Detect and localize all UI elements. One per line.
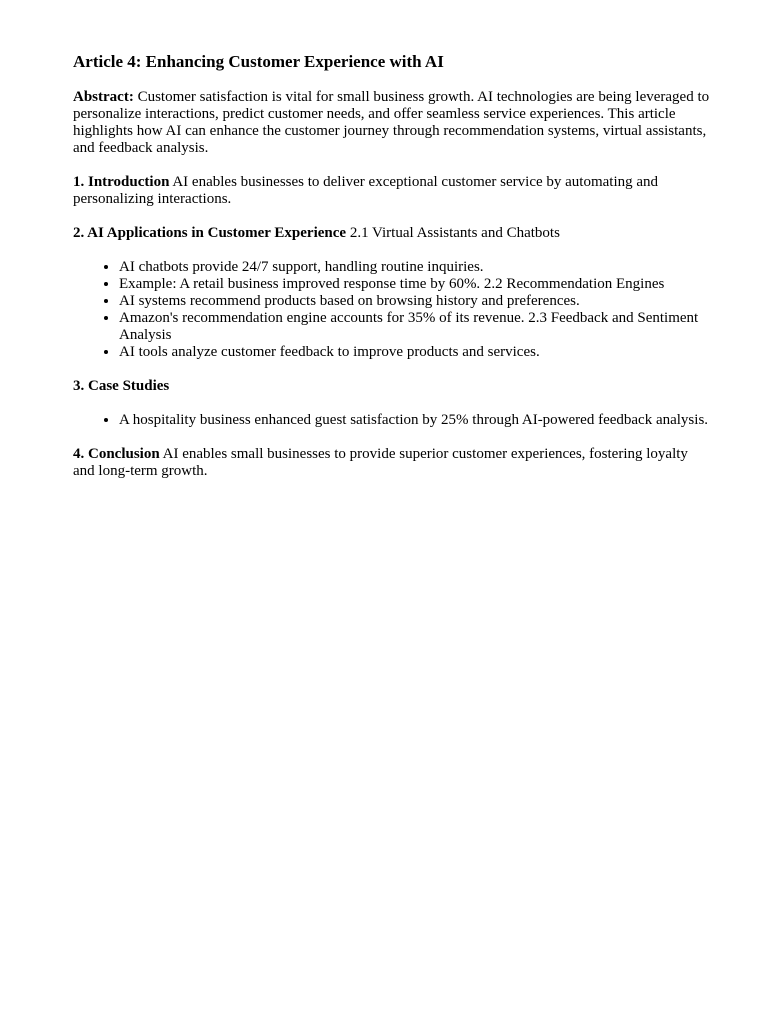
list-item: • Amazon's recommendation engine accounts for 35% of its revenue. 2.3 Feedback and Sentiment Analysis (119, 310, 712, 344)
applications-list (73, 259, 712, 361)
introduction-paragraph (73, 174, 712, 208)
applications-label: 2. AI Applications in Customer Experience (73, 225, 347, 241)
abstract-paragraph (73, 89, 712, 157)
conclusion-text: AI enables small businesses to provide superior customer experiences, fostering loyalty and long-term growth. (73, 446, 688, 479)
list-item: • AI tools analyze customer feedback to improve products and services. (119, 344, 712, 361)
list-item: • A hospitality business enhanced guest satisfaction by 25% through AI-powered feedback analysis. (119, 412, 712, 429)
conclusion-paragraph (73, 446, 712, 480)
introduction-text: AI enables businesses to deliver exceptional customer service by automating and personalizing interactions. (73, 174, 659, 207)
list-item: • Example: A retail business improved response time by 60%. 2.2 Recommendation Engines (119, 276, 712, 293)
case-studies-list (73, 412, 712, 429)
case-studies-heading (73, 378, 712, 395)
article-title: Article 4: Enhancing Customer Experience with AI (73, 52, 444, 71)
abstract-label: Abstract: (73, 89, 134, 105)
introduction-label: 1. Introduction (73, 174, 170, 190)
applications-text: 2.1 Virtual Assistants and Chatbots (346, 225, 560, 241)
applications-paragraph (73, 225, 712, 242)
list-item: • AI chatbots provide 24/7 support, handling routine inquiries. (119, 259, 712, 276)
case-studies-label: 3. Case Studies (73, 378, 170, 394)
list-item: • AI systems recommend products based on browsing history and preferences. (119, 293, 712, 310)
conclusion-label: 4. Conclusion (73, 446, 160, 462)
abstract-text: Customer satisfaction is vital for small business growth. AI technologies are being leveraged to personalize interactions, predict customer needs, and offer seamless service experiences. This article highlights how AI can enhance the customer journey through recommendation systems, virtual assistants, and feedback analysis. (73, 89, 710, 156)
